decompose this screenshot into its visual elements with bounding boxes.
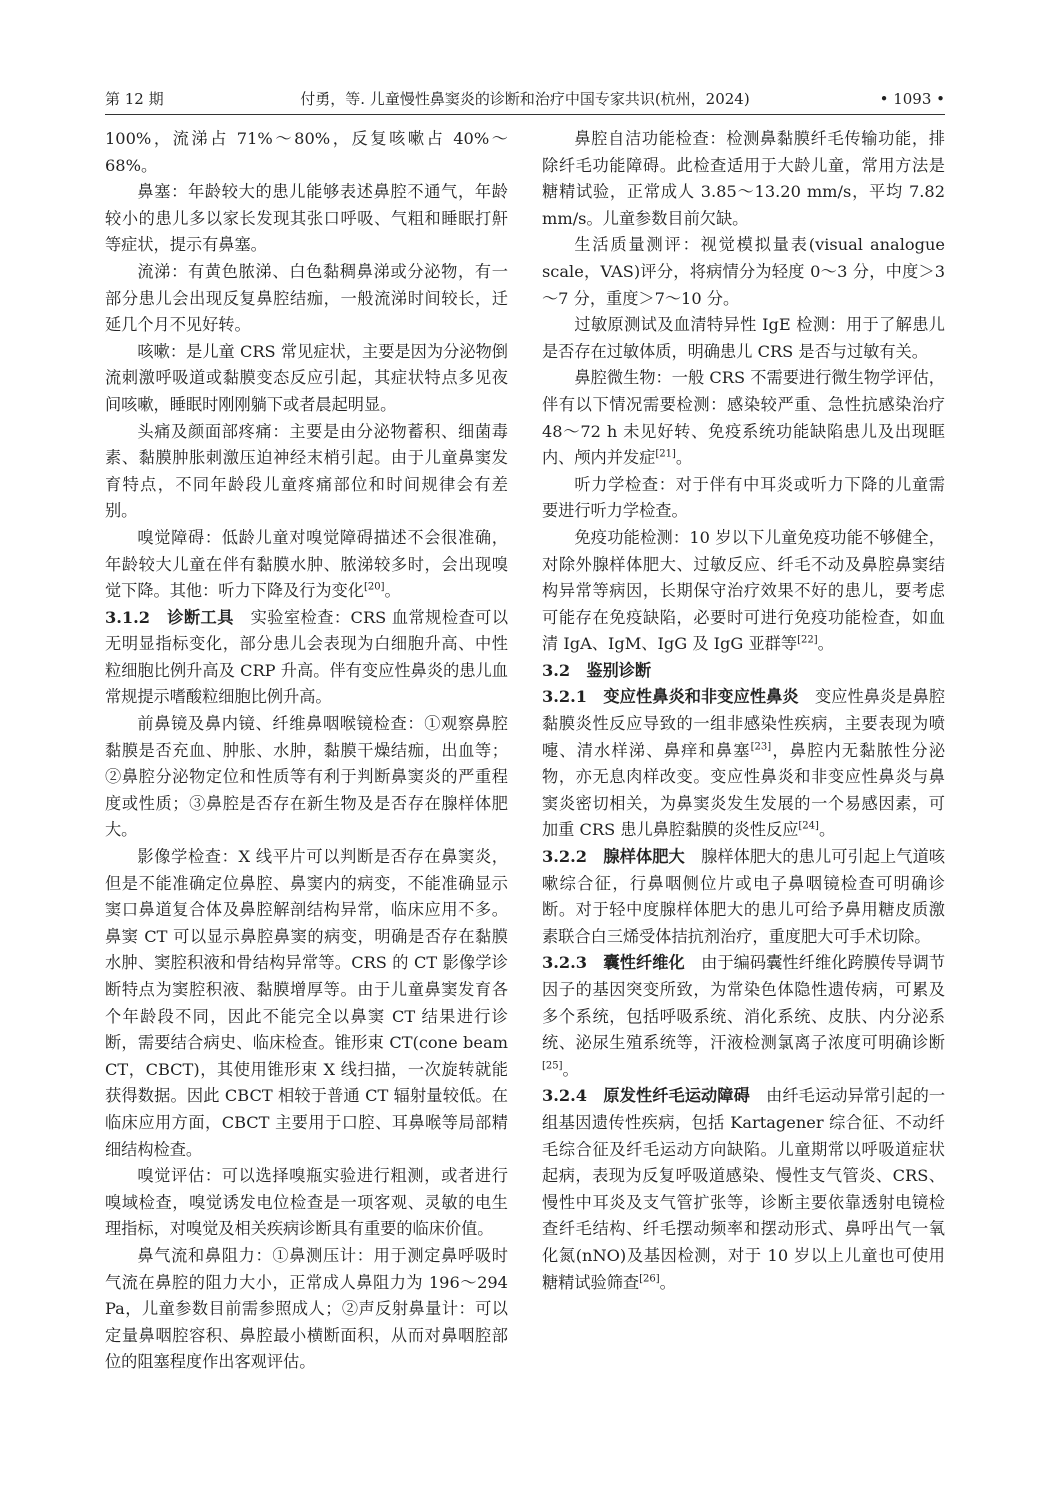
section-title: 诊断工具 [167, 607, 234, 627]
citation-25: [25] [542, 1060, 563, 1072]
paragraph-olfactory-assessment: 嗅觉评估：可以选择嗅瓶实验进行粗测，或者进行嗅域检查，嗅觉诱发电位检查是一项客观、灵敏的电生理指标，对嗅觉及相关疾病诊断具有重要的临床价值。 [105, 1166, 508, 1239]
citation-24: [24] [798, 821, 819, 833]
citation-26: [26] [639, 1273, 660, 1285]
section-text: 实验室检查：CRS 血常规检查可以无明显指标变化，部分患儿会表现为白细胞升高、中性粒细胞比例升高及 CRP 升高。伴有变应性鼻炎的患儿血常规提示嗜酸粒细胞比例升高。 [105, 607, 509, 707]
section-3-2-2: 3.2.2 腺样体肥大 腺样体肥大的患儿可引起上气道咳嗽综合征，行鼻咽侧位片或电子鼻咽镜检查可明确诊断。对于轻中度腺样体肥大的患儿可给予鼻用糖皮质激素联合白三烯受体拮抗剂治疗，重度肥大可手术切除。 [542, 847, 946, 946]
paragraph-endoscopy: 前鼻镜及鼻内镜、纤维鼻咽喉镜检查：①观察鼻腔黏膜是否充血、肿胀、水肿，黏膜干燥结痂，出血等；②鼻腔分泌物定位和性质等有利于判断鼻窦炎的严重程度或性质；③鼻腔是否存在新生物及是否存在腺样体肥大。 [105, 714, 508, 840]
section-3-2-3: 3.2.3 囊性纤维化 由于编码囊性纤维化跨膜传导调节因子的基因突变所致，为常染色体隐性遗传病，可累及多个系统，包括呼吸系统、消化系统、皮肤、内分泌系统、泌尿生殖系统等，汗液检测氯离子浓度可明确诊断[25]。 [542, 953, 946, 1079]
paragraph-quality-of-life: 生活质量测评：视觉模拟量表(visual analogue scale，VAS)评分，将病情分为轻度 0～3 分，中度＞3～7 分，重度＞7～10 分。 [542, 235, 945, 308]
citation-22: [22] [797, 634, 818, 646]
section-number: 3.1.2 [105, 607, 151, 627]
section-number: 3.2 [542, 660, 571, 680]
paragraph-nasal-obstruction: 鼻塞：年龄较大的患儿能够表述鼻腔不通气，年龄较小的患儿多以家长发现其张口呼吸、气粗和睡眠打鼾等症状，提示有鼻塞。 [105, 182, 508, 255]
paragraph-symptom-stats: 100%，流涕占 71%～80%，反复咳嗽占 40%～68%。 [105, 129, 508, 175]
paragraph-rhinorrhea: 流涕：有黄色脓涕、白色黏稠鼻涕或分泌物，有一部分患儿会出现反复鼻腔结痂，一般流涕时间较长，迁延几个月不见好转。 [105, 261, 508, 335]
paragraph-headache: 头痛及颜面部疼痛：主要是由分泌物蓄积、细菌毒素、黏膜肿胀刺激压迫神经末梢引起。由于儿童鼻窦发育特点，不同年龄段儿童疼痛部位和时间规律会有差别。 [105, 421, 508, 521]
running-header [105, 84, 945, 115]
issue-number: 第 12 期 [105, 90, 164, 108]
paragraph-olfactory: 嗅觉障碍：低龄儿童对嗅觉障碍描述不会很准确，年龄较大儿童在伴有黏膜水肿、脓涕较多时，会出现嗅觉下降。其他：听力下降及行为变化[20]。 [105, 527, 508, 601]
section-3-2-1: 3.2.1 变应性鼻炎和非变应性鼻炎 变应性鼻炎是鼻腔黏膜炎性反应导致的一组非感染性疾病，主要表现为喷嚏、清水样涕、鼻痒和鼻塞[23]，鼻腔内无黏脓性分泌物，亦无息肉样改变。变应性鼻炎和非变应性鼻炎与鼻窦炎密切相关，为鼻窦炎发生发展的一个易感因素，可加重 CRS 患儿鼻腔黏膜的炎性反应[24]。 [542, 687, 946, 840]
citation-21: [21] [655, 448, 676, 460]
paragraph-immune-function: 免疫功能检测：10 岁以下儿童免疫功能不够健全，对除外腺样体肥大、过敏反应、纤毛不动及鼻腔鼻窦结构异常等病因，长期保守治疗效果不好的患儿，要考虑可能存在免疫缺陷，必要时可进行免疫功能检查，如血清 IgA、IgM、IgG 及 IgG 亚群等[22]。 [542, 527, 945, 654]
paragraph-mucociliary: 鼻腔自洁功能检查：检测鼻黏膜纤毛传输功能，排除纤毛功能障碍。此检查适用于大龄儿童，常用方法是糖精试验，正常成人 3.85～13.20 mm/s，平均 7.82 mm/s。儿童参数目前欠缺。 [542, 129, 945, 228]
left-column [105, 126, 508, 1376]
section-3-2-4: 3.2.4 原发性纤毛运动障碍 由纤毛运动异常引起的一组基因遗传性疾病，包括 Kartagener 综合征、不动纤毛综合征及纤毛运动方向缺陷。儿童期常以呼吸道症状起病，表现为反复呼吸道感染、慢性支气管炎、CRS、慢性中耳炎及支气管扩张等，诊断主要依靠透射电镜检查纤毛结构、纤毛摆动频率和摆动形式、鼻呼出气一氧化氮(nNO)及基因检测，对于 10 岁以上儿童也可使用糖精试验筛查[26]。 [542, 1086, 946, 1292]
page-number: • 1093 • [879, 90, 945, 108]
citation-23: [23] [750, 741, 772, 753]
section-3-2-heading [542, 658, 945, 685]
paragraph-microbiology: 鼻腔微生物：一般 CRS 不需要进行微生物学评估，伴有以下情况需要检测：感染较严重、急性抗感染治疗 48～72 h 未见好转、免疫系统功能缺陷患儿及出现眶内、颅内并发症[21]。 [542, 368, 945, 468]
paragraph-audiology: 听力学检查：对于伴有中耳炎或听力下降的儿童需要进行听力学检查。 [542, 474, 945, 521]
paragraph-allergen-test: 过敏原测试及血清特异性 IgE 检测：用于了解患儿是否存在过敏体质，明确患儿 CRS 是否与过敏有关。 [542, 315, 945, 361]
right-column [542, 126, 945, 1296]
section-title: 鉴别诊断 [586, 660, 652, 680]
paragraph-cough: 咳嗽：是儿童 CRS 常见症状，主要是因为分泌物倒流刺激呼吸道或黏膜变态反应引起，其症状特点多见夜间咳嗽，睡眠时刚刚躺下或者晨起明显。 [105, 341, 508, 414]
section-3-1-2 [105, 605, 508, 711]
running-title: 付勇，等. 儿童慢性鼻窦炎的诊断和治疗中国专家共识(杭州，2024) [300, 90, 750, 108]
olfactory-text: 嗅觉障碍：低龄儿童对嗅觉障碍描述不会很准确，年龄较大儿童在伴有黏膜水肿、脓涕较多时，会出现嗅觉下降。其他：听力下降及行为变化 [105, 527, 508, 601]
paragraph-imaging: 影像学检查：X 线平片可以判断是否存在鼻窦炎，但是不能准确定位鼻腔、鼻窦内的病变，不能准确显示窦口鼻道复合体及鼻腔解剖结构异常，临床应用不多。鼻窦 CT 可以显示鼻腔鼻窦的病变，明确是否存在黏膜水肿、窦腔积液和骨结构异常等。CRS 的 CT 影像学诊断特点为窦腔积液、黏膜增厚等。由于儿童鼻窦发育各个年龄段不同，因此不能完全以鼻窦 CT 结果进行诊断，需要结合病史、临床检查。锥形束 CT(cone beam CT，CBCT)，其使用锥形束 X 线扫描，一次旋转就能获得数据。因此 CBCT 相较于普通 CT 辐射量较低。在临床应用方面，CBCT 主要用于口腔、耳鼻喉等局部精细结构检查。 [105, 847, 508, 1159]
citation-20: [20] [364, 581, 385, 593]
paragraph-nasal-airflow: 鼻气流和鼻阻力：①鼻测压计：用于测定鼻呼吸时气流在鼻腔的阻力大小，正常成人鼻阻力为 196～294 Pa，儿童参数目前需参照成人；②声反射鼻量计：可以定量鼻咽腔容积、鼻腔最小横断面积，从而对鼻咽腔部位的阻塞程度作出客观评估。 [105, 1245, 508, 1372]
